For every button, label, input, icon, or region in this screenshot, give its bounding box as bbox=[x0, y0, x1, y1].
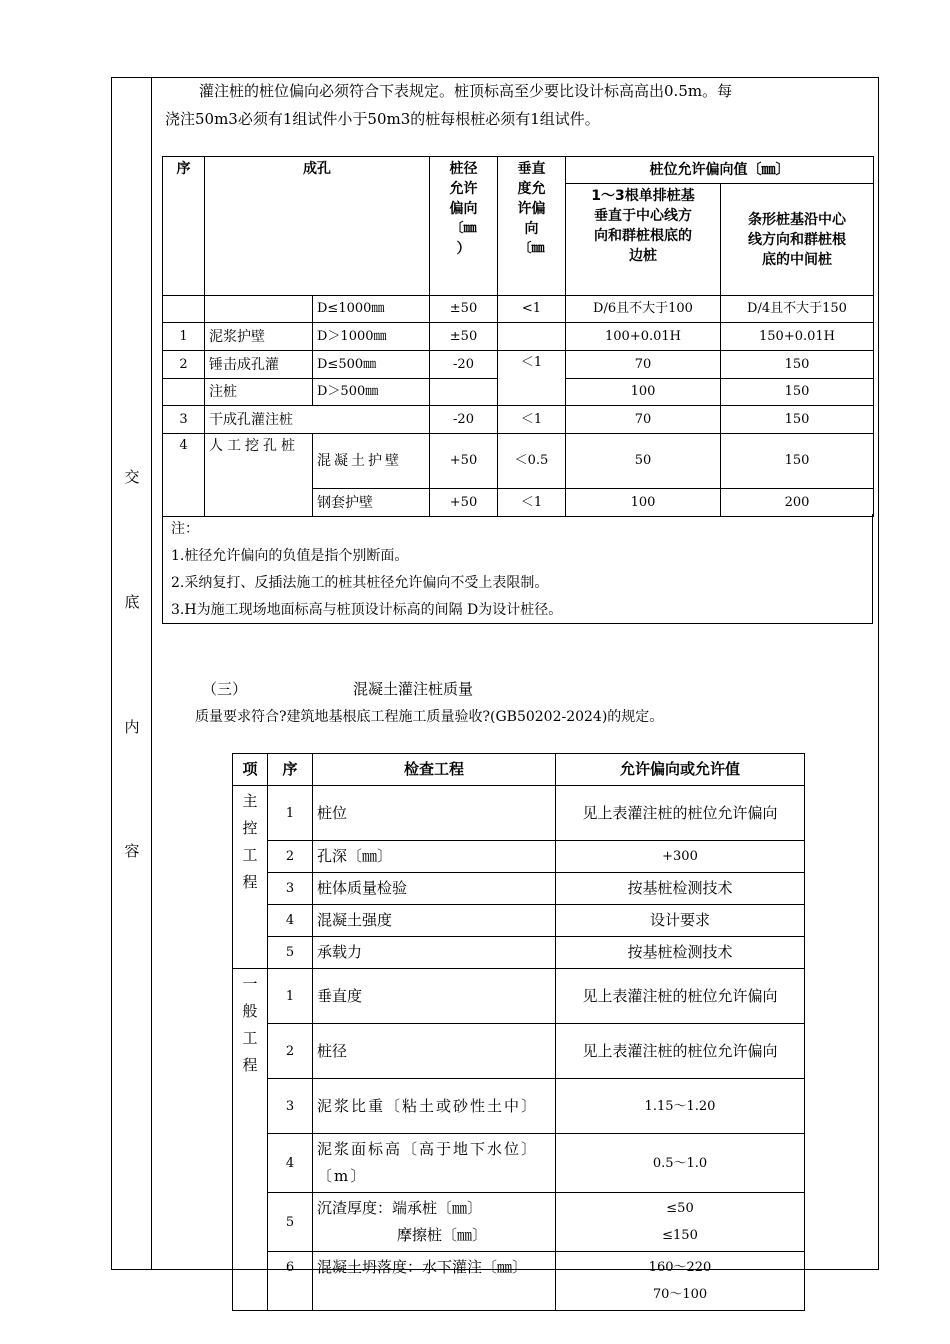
table-cell: 泥浆护壁 bbox=[205, 323, 313, 351]
table-cell: 干成孔灌注桩 bbox=[205, 406, 430, 434]
table-cell: 混凝土护壁 bbox=[313, 434, 430, 489]
table-cell: 150 bbox=[721, 351, 874, 379]
table-cell: 100 bbox=[566, 489, 721, 517]
table-cell: 2 bbox=[268, 1024, 313, 1079]
table-cell: 桩体质量检验 bbox=[313, 873, 556, 905]
quality-check-table bbox=[232, 753, 805, 1311]
table-cell: 200 bbox=[721, 489, 874, 517]
table-cell: 1 bbox=[163, 323, 205, 351]
table-cell bbox=[498, 323, 566, 351]
cell-line: ≤50 bbox=[666, 1201, 694, 1216]
table-cell: 5 bbox=[268, 1193, 313, 1252]
side-label-char: 内 bbox=[124, 718, 140, 736]
table-cell: 泥浆比重〔粘土或砂性土中〕 bbox=[313, 1079, 556, 1134]
note-line: 注： bbox=[171, 521, 199, 537]
cell-line: ≤150 bbox=[662, 1228, 698, 1243]
table-cell: 见上表灌注桩的桩位允许偏向 bbox=[556, 786, 805, 841]
table-cell: 3 bbox=[163, 406, 205, 434]
table-cell: 70 bbox=[566, 406, 721, 434]
table-cell: D＞500㎜ bbox=[313, 379, 430, 406]
table-cell: 桩径 bbox=[313, 1024, 556, 1079]
table-cell: 1 bbox=[268, 969, 313, 1024]
table-cell: 混凝土强度 bbox=[313, 905, 556, 937]
section-title: 混凝土灌注桩质量 bbox=[353, 680, 474, 698]
header-item: 项 bbox=[233, 754, 268, 786]
table-cell: D＞1000㎜ bbox=[313, 323, 430, 351]
header-diameter: 桩径 允许 偏向 〔㎜ ） bbox=[430, 157, 498, 296]
table-cell: ±50 bbox=[430, 296, 498, 323]
header-seq: 序 bbox=[268, 754, 313, 786]
cell-line: 70～100 bbox=[652, 1287, 708, 1302]
header-position: 桩位允许偏向值〔㎜〕 bbox=[566, 157, 874, 184]
intro-line: 浇注50m3必须有1组试件小于50m3的桩每根桩必须有1组试件。 bbox=[165, 110, 600, 128]
table-cell: 100+0.01H bbox=[566, 323, 721, 351]
table-cell: ＜1 bbox=[498, 351, 566, 406]
header-seq: 序 bbox=[163, 157, 205, 296]
table-cell: 100 bbox=[566, 379, 721, 406]
table-cell: D/6且不大于100 bbox=[566, 296, 721, 323]
intro-line: 灌注桩的桩位偏向必须符合下表规定。桩顶标高至少要比设计标高高出0.5m。每 bbox=[199, 82, 733, 100]
header-check: 检查工程 bbox=[313, 754, 556, 786]
table-cell: -20 bbox=[430, 406, 498, 434]
side-column-divider bbox=[151, 77, 152, 1270]
table-cell: 4 bbox=[268, 1134, 313, 1193]
table-cell: 见上表灌注桩的桩位允许偏向 bbox=[556, 969, 805, 1024]
table-cell: ＜1 bbox=[498, 406, 566, 434]
table-cell: 70 bbox=[566, 351, 721, 379]
cell-line: 160～220 bbox=[648, 1260, 712, 1275]
section-description: 质量要求符合?建筑地基根底工程施工质量验收?(GB50202-2024)的规定。 bbox=[195, 709, 664, 725]
section-number: （三） bbox=[202, 680, 248, 698]
side-label-char: 交 bbox=[124, 468, 140, 486]
table-cell: 3 bbox=[268, 873, 313, 905]
table-cell: 1 bbox=[268, 786, 313, 841]
table-cell: D≤500㎜ bbox=[313, 351, 430, 379]
header-method: 成孔 bbox=[205, 157, 430, 296]
table-cell: 按基桩检测技术 bbox=[556, 937, 805, 969]
table-cell: 见上表灌注桩的桩位允许偏向 bbox=[556, 1024, 805, 1079]
table-cell: ＜0.5 bbox=[498, 434, 566, 489]
pile-deviation-table bbox=[162, 156, 874, 517]
table-cell: 锤击成孔灌 bbox=[205, 351, 313, 379]
table-cell bbox=[313, 1193, 556, 1252]
table-cell: 人工挖孔桩 bbox=[205, 434, 313, 517]
header-vertical: 垂直 度允 许偏 向 〔㎜ bbox=[498, 157, 566, 296]
cell-line: 摩擦桩〔㎜〕 bbox=[397, 1226, 488, 1244]
side-label-char: 底 bbox=[124, 593, 140, 611]
table-cell: <1 bbox=[498, 296, 566, 323]
table-cell: +300 bbox=[556, 841, 805, 873]
table-cell: 钢套护壁 bbox=[313, 489, 430, 517]
note-line: 3.H为施工现场地面标高与桩顶设计标高的间隔 D为设计桩径。 bbox=[171, 602, 563, 618]
table-cell: 4 bbox=[163, 434, 205, 517]
table-cell: 150 bbox=[721, 434, 874, 489]
table-cell: 混凝土坍落度：水下灌注〔㎜〕 bbox=[313, 1252, 556, 1311]
note-line: 1.桩径允许偏向的负值是指个别断面。 bbox=[171, 548, 409, 564]
category-general: 一 般 工 程 bbox=[233, 969, 268, 1311]
table-cell: 4 bbox=[268, 905, 313, 937]
table-cell: ＜1 bbox=[498, 489, 566, 517]
table-cell: ±50 bbox=[430, 323, 498, 351]
cell-line: 沉渣厚度：端承桩〔㎜〕 bbox=[317, 1199, 483, 1217]
table-cell: 150+0.01H bbox=[721, 323, 874, 351]
intro-paragraph bbox=[165, 77, 870, 133]
table-cell: 注桩 bbox=[205, 379, 313, 406]
table-cell: -20 bbox=[430, 351, 498, 379]
table-cell bbox=[163, 296, 205, 323]
table-cell bbox=[430, 379, 498, 406]
table-cell bbox=[205, 296, 313, 323]
table-notes bbox=[162, 514, 873, 624]
table-cell: D≤1000㎜ bbox=[313, 296, 430, 323]
header-allowance: 允许偏向或允许值 bbox=[556, 754, 805, 786]
table-cell bbox=[163, 379, 205, 406]
table-cell: 2 bbox=[268, 841, 313, 873]
table-cell: 50 bbox=[566, 434, 721, 489]
table-cell: 6 bbox=[268, 1252, 313, 1311]
table-cell: 0.5～1.0 bbox=[556, 1134, 805, 1193]
header-pos-a: 1～3根单排桩基 垂直于中心线方 向和群桩根底的 边桩 bbox=[566, 184, 721, 296]
side-label-char: 容 bbox=[124, 842, 140, 860]
table-cell: 泥浆面标高〔高于地下水位〕〔m〕 bbox=[313, 1134, 556, 1193]
table-cell: +50 bbox=[430, 489, 498, 517]
table-cell: 150 bbox=[721, 406, 874, 434]
table-cell: D/4且不大于150 bbox=[721, 296, 874, 323]
table-cell: 5 bbox=[268, 937, 313, 969]
table-cell: 3 bbox=[268, 1079, 313, 1134]
table-cell: 按基桩检测技术 bbox=[556, 873, 805, 905]
table-cell bbox=[556, 1252, 805, 1311]
table-cell: 桩位 bbox=[313, 786, 556, 841]
table-cell: 孔深〔㎜〕 bbox=[313, 841, 556, 873]
category-main: 主 控 工 程 bbox=[233, 786, 268, 969]
table-cell: 1.15～1.20 bbox=[556, 1079, 805, 1134]
table-cell bbox=[556, 1193, 805, 1252]
table-cell: +50 bbox=[430, 434, 498, 489]
table-cell: 承载力 bbox=[313, 937, 556, 969]
header-pos-b: 条形桩基沿中心 线方向和群桩根 底的中间桩 bbox=[721, 184, 874, 296]
table-cell: 设计要求 bbox=[556, 905, 805, 937]
table-cell: 150 bbox=[721, 379, 874, 406]
note-line: 2.采纳复打、反插法施工的桩其桩径允许偏向不受上表限制。 bbox=[171, 575, 549, 591]
table-cell: 垂直度 bbox=[313, 969, 556, 1024]
table-cell: 2 bbox=[163, 351, 205, 379]
